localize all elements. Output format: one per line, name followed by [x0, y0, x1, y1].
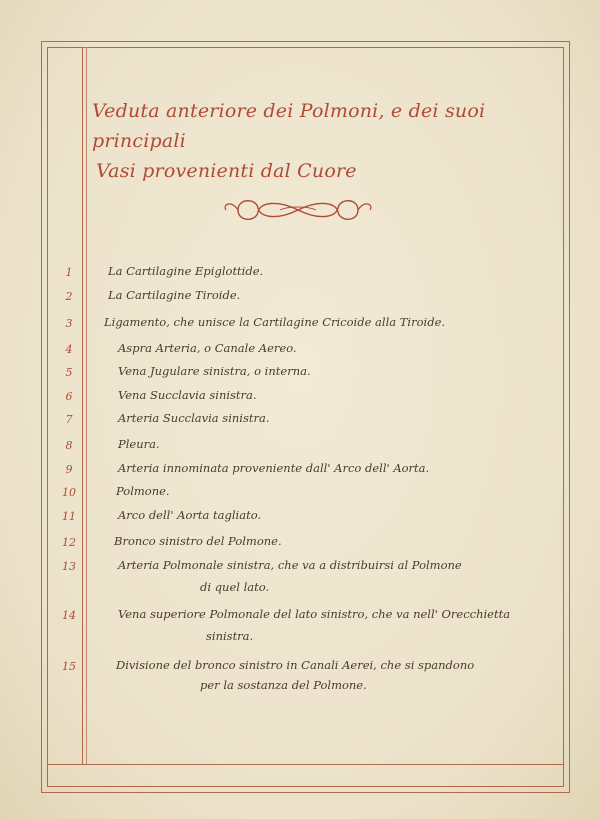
page-title: [92, 96, 562, 186]
entry-text: Vena Jugulare sinistra, o interna.: [118, 364, 311, 378]
entry-text: Arteria innominata proveniente dall' Arco dell' Aorta.: [118, 461, 430, 475]
entry-text: Bronco sinistro del Polmone.: [114, 534, 282, 548]
bottom-rule: [47, 764, 564, 765]
entry-text: Arteria Succlavia sinistra.: [118, 411, 270, 425]
entry-number: 3: [65, 317, 73, 330]
entry-number: 2: [65, 290, 73, 303]
entry-text: La Cartilagine Epiglottide.: [108, 264, 264, 278]
entry-text: Ligamento, che unisce la Cartilagine Cricoide alla Tiroide.: [104, 315, 446, 329]
entry-number: 13: [62, 560, 76, 573]
entry-text: Vena Succlavia sinistra.: [118, 388, 257, 402]
entry-text: Polmone.: [116, 484, 170, 498]
entry-number: 7: [65, 413, 73, 426]
entry-number: 4: [65, 343, 73, 356]
entry-text: Arco dell' Aorta tagliato.: [118, 508, 262, 522]
title-line-1: Veduta anteriore dei Polmoni, e dei suoi principali: [92, 100, 486, 152]
entry-text: Aspra Arteria, o Canale Aereo.: [118, 341, 297, 355]
ornamental-flourish: [218, 190, 378, 230]
entry-continuation: sinistra.: [206, 629, 254, 643]
margin-rule-inner: [86, 47, 87, 764]
entry-number: 12: [62, 536, 76, 549]
entry-number: 1: [65, 266, 73, 279]
entry-number: 11: [62, 510, 76, 523]
entry-text: Vena superiore Polmonale del lato sinistro, che va nell' Orecchietta: [118, 607, 511, 621]
title-line-2: Vasi provenienti dal Cuore: [96, 160, 357, 182]
entry-number: 10: [62, 486, 76, 499]
entry-text: Divisione del bronco sinistro in Canali Aerei, che si spandono: [116, 658, 475, 672]
entry-number: 8: [65, 439, 73, 452]
entry-number: 5: [65, 366, 73, 379]
entry-text: Arteria Polmonale sinistra, che va a distribuirsi al Polmone: [118, 558, 462, 572]
margin-rule: [82, 47, 83, 764]
entry-number: 14: [62, 609, 76, 622]
entry-continuation: per la sostanza del Polmone.: [200, 678, 367, 692]
entry-number: 15: [62, 660, 76, 673]
entry-continuation: di quel lato.: [200, 580, 270, 594]
entry-text: Pleura.: [118, 437, 160, 451]
entry-number: 6: [65, 390, 73, 403]
entry-text: La Cartilagine Tiroide.: [108, 288, 241, 302]
entry-number: 9: [65, 463, 73, 476]
